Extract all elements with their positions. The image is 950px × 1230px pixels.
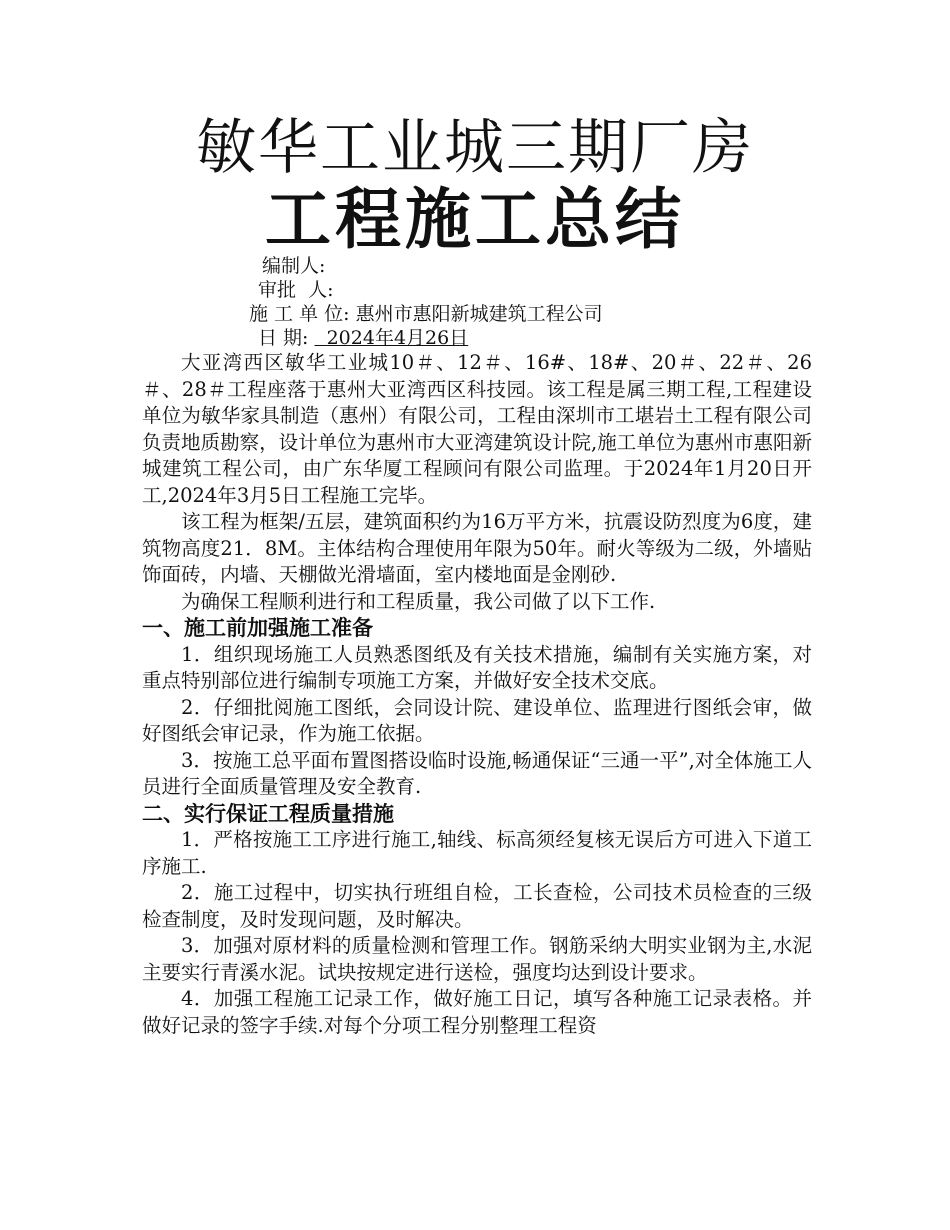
date-label: 日 期: [258, 327, 309, 349]
document-title-line2: 工程施工总结 [265, 181, 685, 258]
intro-paragraph: 大亚湾西区敏华工业城10＃、12＃、16#、18#、20＃、22＃、26＃、28＃工程座落于惠州大亚湾西区科技园。该工程是属三期工程,工程建设单位为敏华家具制造（惠州）有限公司，工程由深圳市工堪岩土工程有限公司负责地质勘察，设计单位为惠州市大亚湾建筑设计院,施工单位为惠州市惠阳新城建筑工程公司，由广东华厦工程顾问有限公司监理。于2024年1月20日开工,2024年3月5日工程施工完毕。 [142, 351, 812, 507]
section-item: 3．按施工总平面布置图搭设临时设施,畅通保证“三通一平”,对全体施工人员进行全面质量管理及安全教育. [142, 748, 812, 798]
unit-label: 施 工 单 位: [249, 303, 350, 325]
section-heading: 一、施工前加强施工准备 [142, 616, 373, 640]
document-title-line1: 敏华工业城三期厂房 [196, 113, 754, 183]
section-heading: 二、实行保证工程质量措施 [142, 801, 394, 826]
section-item: 1．严格按施工工序进行施工,轴线、标高须经复核无误后方可进入下道工序施工. [142, 828, 812, 878]
compiler-line [262, 254, 325, 279]
unit-line [249, 302, 603, 327]
unit-value: 惠州市惠阳新城建筑工程公司 [355, 303, 603, 325]
date-value: 2024年4月26日 [326, 327, 469, 349]
date-line [258, 326, 468, 351]
section-item: 3．加强对原材料的质量检测和管理工作。钢筋采纳大明实业钢为主,水泥主要实行青溪水泥。试块按规定进行送检，强度均达到设计要求。 [142, 934, 812, 984]
intro-paragraph: 为确保工程顺利进行和工程质量，我公司做了以下工作. [181, 589, 656, 613]
compiler-label: 编制人: [262, 255, 326, 277]
section-item: 1．组织现场施工人员熟悉图纸及有关技术措施，编制有关实施方案，对重点特别部位进行编制专项施工方案，并做好安全技术交底。 [142, 642, 812, 692]
approver-label: 审批 人: [258, 279, 334, 301]
section-item: 4．加强工程施工记录工作，做好施工日记，填写各种施工记录表格。并做好记录的签字手续.对每个分项工程分别整理工程资 [142, 987, 812, 1037]
intro-paragraph: 该工程为框架/五层，建筑面积约为16万平方米，抗震设防烈度为6度，建筑物高度21．8M。主体结构合理使用年限为50年。耐火等级为二级，外墙贴饰面砖，内墙、天棚做光滑墙面，室内楼地面是金刚砂. [142, 510, 812, 586]
section-item: 2．仔细批阅施工图纸，会同设计院、建设单位、监理进行图纸会审，做好图纸会审记录，作为施工依据。 [142, 695, 812, 745]
document-body [142, 350, 812, 1039]
approver-line [258, 278, 333, 303]
section-item: 2．施工过程中，切实执行班组自检，工长查检，公司技术员检查的三级检查制度，及时发现问题，及时解决。 [142, 881, 812, 931]
